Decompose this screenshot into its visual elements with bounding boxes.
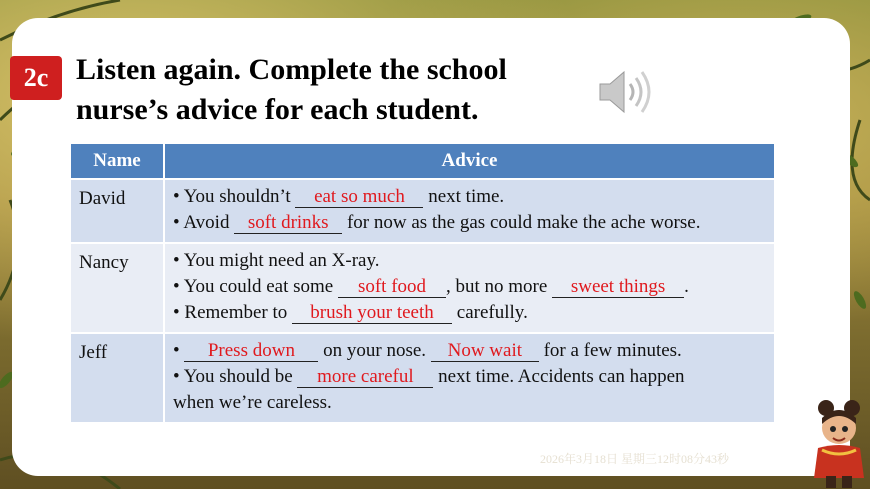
mascot-illustration bbox=[808, 398, 870, 489]
advice-table bbox=[71, 144, 774, 422]
advice-text: • bbox=[173, 340, 185, 361]
advice-cell bbox=[164, 243, 774, 333]
advice-cell bbox=[164, 333, 774, 422]
header-advice: Advice bbox=[164, 144, 774, 179]
answer-blank: soft drinks bbox=[234, 213, 342, 234]
student-name: Jeff bbox=[71, 333, 164, 422]
advice-text: carefully. bbox=[452, 302, 528, 323]
header-name: Name bbox=[71, 144, 164, 179]
answer-blank: eat so much bbox=[295, 187, 423, 208]
advice-text: on your nose. bbox=[318, 340, 431, 361]
advice-text: , but no more bbox=[445, 276, 553, 297]
speaker-icon[interactable] bbox=[594, 64, 654, 120]
advice-line bbox=[173, 364, 766, 390]
advice-cell bbox=[164, 179, 774, 243]
advice-line bbox=[173, 184, 766, 210]
answer-blank: Press down bbox=[184, 341, 318, 362]
table-row-jeff bbox=[71, 333, 774, 422]
answer-blank: more careful bbox=[297, 367, 433, 388]
advice-text: next time. bbox=[423, 186, 505, 207]
section-badge: 2c bbox=[10, 56, 62, 100]
table-header-row bbox=[71, 144, 774, 179]
advice-text: . bbox=[684, 276, 689, 297]
advice-text: • You could eat some bbox=[173, 276, 338, 297]
advice-line bbox=[173, 210, 766, 236]
advice-text: • You might need an X-ray. bbox=[173, 250, 380, 271]
advice-text: next time. Accidents can happen bbox=[433, 366, 685, 387]
instruction-title bbox=[76, 50, 596, 130]
table-row-nancy bbox=[71, 243, 774, 333]
answer-blank: soft food bbox=[338, 277, 446, 298]
table-row-david bbox=[71, 179, 774, 243]
advice-line bbox=[173, 274, 766, 300]
advice-line bbox=[173, 248, 766, 274]
advice-text: when we’re careless. bbox=[173, 392, 332, 413]
advice-text: • You shouldn’t bbox=[173, 186, 296, 207]
advice-line bbox=[173, 300, 766, 326]
advice-line bbox=[173, 390, 766, 416]
answer-blank: brush your teeth bbox=[292, 303, 452, 324]
title-line-1: Listen again. Complete the school bbox=[76, 53, 507, 86]
advice-text: • Avoid bbox=[173, 212, 235, 233]
advice-text: for a few minutes. bbox=[538, 340, 682, 361]
advice-text: • You should be bbox=[173, 366, 298, 387]
title-line-2: nurse’s advice for each student. bbox=[76, 93, 479, 126]
advice-text: for now as the gas could make the ache worse. bbox=[342, 212, 701, 233]
answer-blank: Now wait bbox=[431, 341, 539, 362]
advice-line bbox=[173, 338, 766, 364]
student-name: Nancy bbox=[71, 243, 164, 333]
student-name: David bbox=[71, 179, 164, 243]
answer-blank: sweet things bbox=[552, 277, 684, 298]
advice-text: • Remember to bbox=[173, 302, 293, 323]
timestamp: 2026年3月18日 星期三12时08分43秒 bbox=[540, 452, 730, 466]
